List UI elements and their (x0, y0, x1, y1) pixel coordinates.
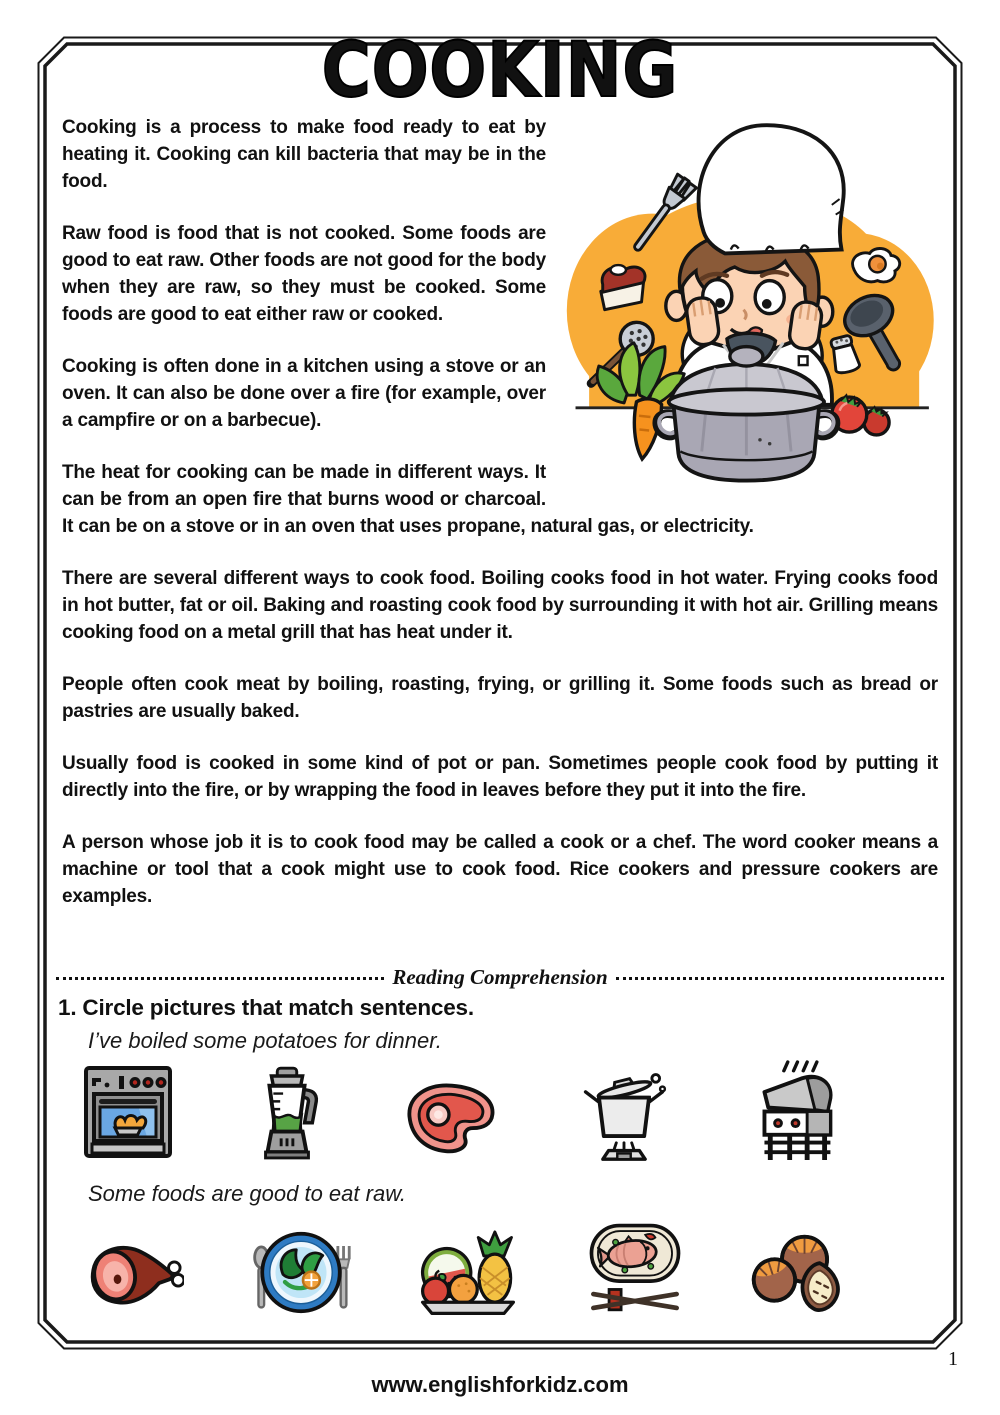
ham-leg-icon[interactable] (78, 1235, 184, 1312)
fruit-platter-icon[interactable] (417, 1230, 519, 1318)
fish-dish-icon[interactable] (584, 1220, 686, 1320)
salad-plate-icon[interactable] (249, 1225, 353, 1320)
divider-dots-left (56, 977, 384, 980)
chestnuts-icon[interactable] (750, 1231, 844, 1314)
exercise-instruction: 1. Circle pictures that match sentences. (58, 995, 474, 1020)
paragraph-2: Raw food is food that is not cooked. Some foods are good to eat raw. Other foods are not good for the body when they are raw, so they must be cooked. Some foods are good to eat either raw or cooked. (62, 223, 546, 325)
oven-icon[interactable] (78, 1064, 178, 1164)
page-title: COOKING (321, 25, 679, 114)
right-hand (788, 300, 823, 350)
page-number: 1 (948, 1348, 958, 1370)
chef-hat (699, 125, 844, 253)
boiling-pot-icon[interactable] (571, 1063, 677, 1164)
paragraph-1: Cooking is a process to make food ready to eat by heating it. Cooking can kill bacteria that may be in the food. (62, 117, 546, 192)
paragraph-3: Cooking is often done in a kitchen using a stove or an oven. It can also be done over a fire (for example, over a campfire or on a barbecue). (62, 356, 546, 431)
divider-dots-right (616, 977, 944, 980)
exercise-sentence-2: Some foods are good to eat raw. (88, 1181, 406, 1206)
paragraph-5: There are several different ways to cook food. Boiling cooks food in hot water. Frying cooks food in hot butter, fat or oil. Baking and roasting cook food by surrounding it with hot air. Grilling means cooking food on a metal grill that has heat under it. (62, 568, 938, 643)
left-hand (685, 296, 720, 346)
paragraph-7: Usually food is cooked in some kind of pot or pan. Sometimes people cook food by putting it directly into the fire, or by wrapping the food in leaves before they put it into the fire. (62, 753, 938, 801)
steak-icon[interactable] (396, 1076, 502, 1158)
divider-label: Reading Comprehension (392, 965, 608, 989)
paragraph-8: A person whose job it is to cook food may be called a cook or a chef. The word cooker means a machine or tool that a cook might use to cook food. Rice cookers and pressure cookers are examples. (62, 832, 938, 907)
blender-icon[interactable] (248, 1066, 326, 1164)
article-text (62, 114, 938, 935)
section-divider (56, 966, 944, 991)
chef-illustration (560, 110, 958, 492)
barbecue-grill-icon[interactable] (747, 1059, 844, 1164)
boy-chef-with-pot-image (560, 110, 958, 492)
paragraph-4: The heat for cooking can be made in different ways. It can be from an open fire that burns wood or charcoal. It can be on a stove or in an oven that uses propane, natural gas, or electricity. (62, 462, 754, 537)
picture-row-2 (78, 1206, 844, 1320)
exercise-sentence-1: I’ve boiled some potatoes for dinner. (88, 1028, 442, 1053)
picture-row-1 (78, 1050, 844, 1164)
cake-slice-icon (601, 265, 645, 310)
paragraph-6: People often cook meat by boiling, roasting, frying, or grilling it. Some foods such as bread or pastries are usually baked. (62, 674, 938, 722)
site-footer: www.englishforkidz.com (371, 1372, 629, 1397)
